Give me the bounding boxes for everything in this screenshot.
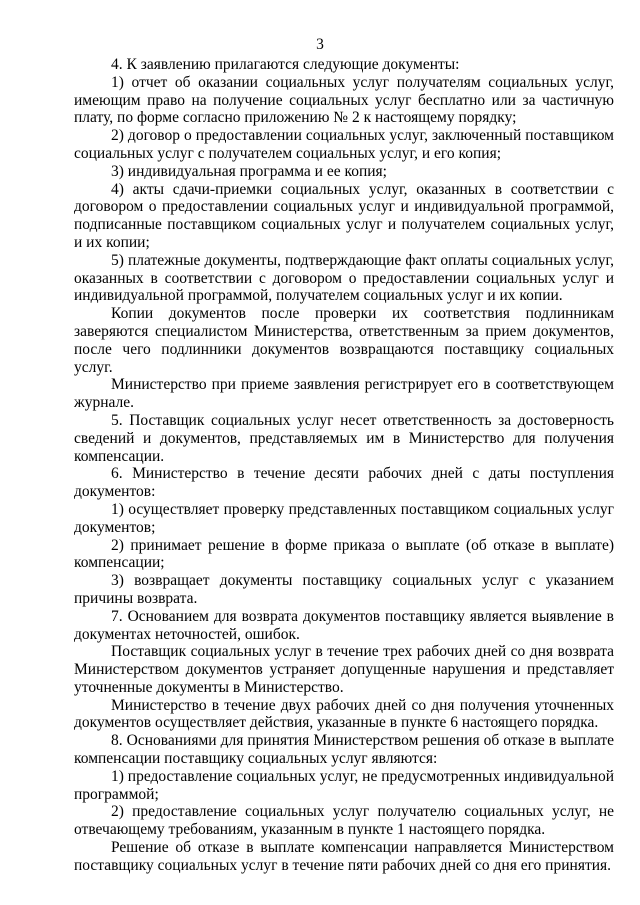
paragraph-8-item-1: 1) предоставление социальных услуг, не предусмотренных индивидуальной программой; (74, 767, 615, 803)
paragraph-4-item-4: 4) акты сдачи-приемки социальных услуг, оказанных в соответствии с договором о предоставлении социальных услуг и индивидуальной программой, подписанные поставщиком социальных услуг и получателем социальных услуг, и их копии; (74, 180, 614, 251)
paragraph-8-item-2: 2) предоставление социальных услуг получателю социальных услуг, не отвечающему требованиям, указанным в пункте 1 настоящего порядка. (74, 803, 614, 839)
paragraph-4-item-5: 5) платежные документы, подтверждающие факт оплаты социальных услуг, оказанных в соответствии с договором о предоставлении социальных услуг и индивидуальной программой, получателем социальных услуг и их копии. (74, 251, 614, 305)
paragraph-6-heading: 6. Министерство в течение десяти рабочих дней с даты поступления документов: (74, 465, 614, 501)
paragraph-copies: Копии документов после проверки их соответствия подлинникам заверяются специалистом Министерства, ответственным за прием документов, после чего подлинники документов возвращаются поставщику социальных услуг. (74, 305, 614, 376)
paragraph-6-item-3: 3) возвращает документы поставщику социальных услуг с указанием причины возврата. (74, 572, 614, 607)
paragraph-7: 7. Основанием для возврата документов поставщику является выявление в документах неточностей, ошибок. (74, 607, 614, 643)
paragraph-4-item-3: 3) индивидуальная программа и ее копия; (111, 162, 387, 180)
paragraph-refusal-notice: Решение об отказе в выплате компенсации направляется Министерством поставщику социальных услуг в течение пяти рабочих дней со дня его принятия. (74, 839, 614, 874)
paragraph-8-heading: 8. Основаниями для принятия Министерством решения об отказе в выплате компенсации поставщику социальных услуг являются: (74, 732, 614, 768)
paragraph-4-item-2: 2) договор о предоставлении социальных услуг, заключенный поставщиком социальных услуг с получателем социальных услуг, и его копия; (74, 127, 614, 162)
document-body (74, 56, 614, 875)
paragraph-7-review: Министерство в течение двух рабочих дней со дня получения уточненных документов осуществляет действия, указанные в пункте 6 настоящего порядка. (74, 696, 614, 732)
paragraph-7-correction: Поставщик социальных услуг в течение трех рабочих дней со дня возврата Министерством документов устраняет допущенные нарушения и представляет уточненные документы в Министерство. (74, 643, 614, 696)
paragraph-6-item-1: 1) осуществляет проверку представленных поставщиком социальных услуг документов; (74, 500, 614, 536)
paragraph-6-item-2: 2) принимает решение в форме приказа о выплате (об отказе в выплате) компенсации; (74, 536, 614, 572)
paragraph-4-item-1: 1) отчет об оказании социальных услуг получателям социальных услуг, имеющим право на получение социальных услуг бесплатно или за частичную плату, по форме согласно приложению № 2 к настоящему порядку; (74, 73, 614, 127)
page-number: 3 (316, 36, 324, 53)
paragraph-4-heading: 4. К заявлению прилагаются следующие документы: (111, 56, 460, 73)
paragraph-registration: Министерство при приеме заявления регистрирует его в соответствующем журнале. (74, 376, 614, 412)
paragraph-5: 5. Поставщик социальных услуг несет ответственность за достоверность сведений и документов, представляемых им в Министерство для получения компенсации. (74, 411, 614, 465)
